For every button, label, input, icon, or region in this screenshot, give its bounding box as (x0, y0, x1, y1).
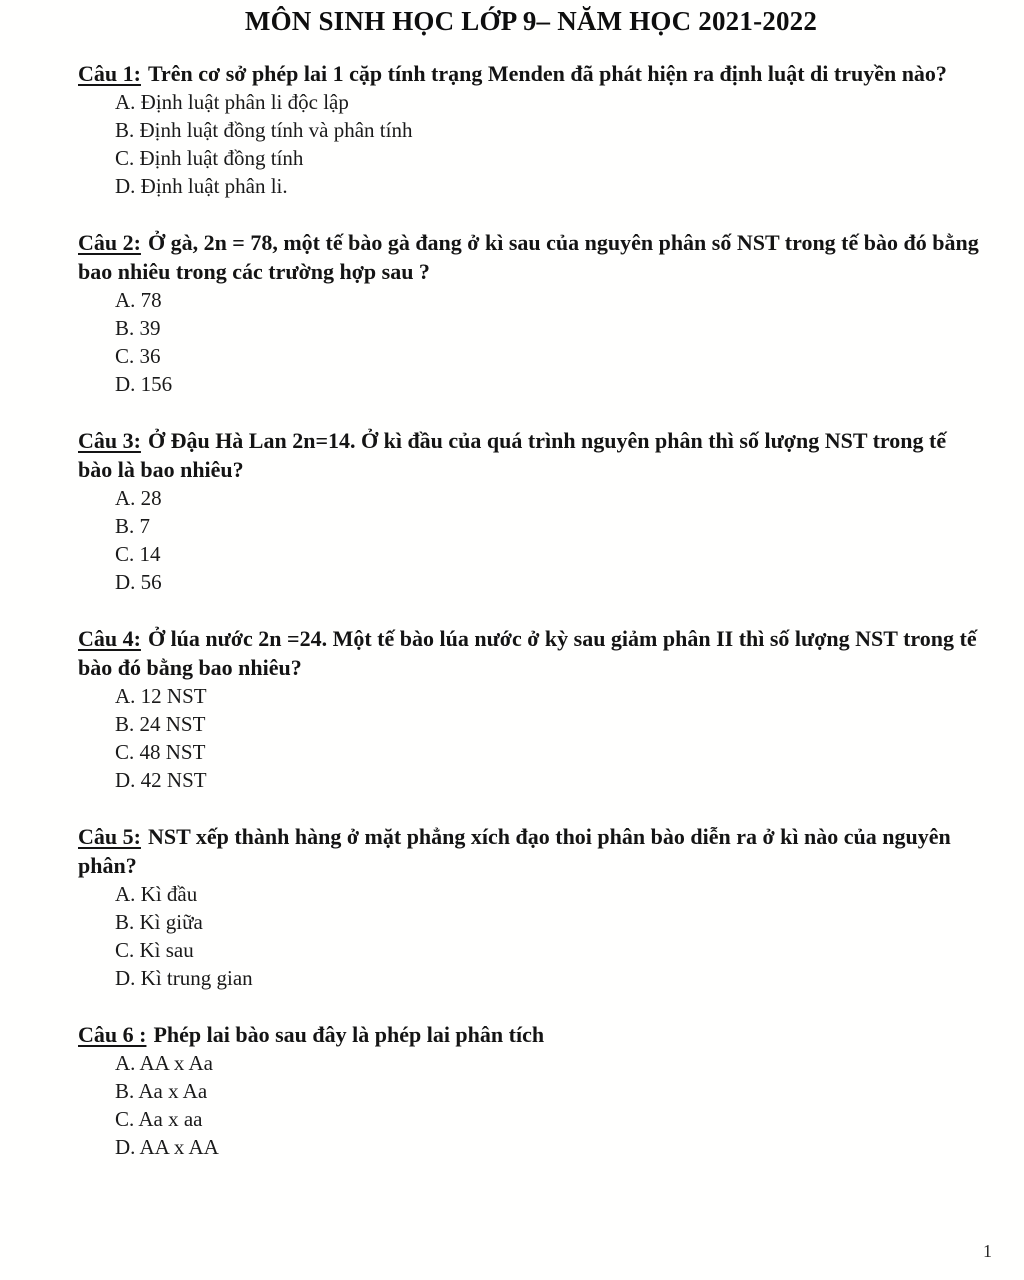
question-5-label: Câu 5: (78, 824, 141, 849)
question-1-option-d: D. Định luật phân li. (115, 174, 288, 198)
question-2-label: Câu 2: (78, 230, 141, 255)
question-2 (78, 228, 984, 398)
page-title: MÔN SINH HỌC LỚP 9– NĂM HỌC 2021-2022 (244, 6, 818, 36)
question-4-label: Câu 4: (78, 626, 141, 651)
question-4 (78, 624, 984, 794)
question-2-stem (78, 228, 984, 286)
question-4-option-d: D. 42 NST (115, 768, 207, 792)
question-5-option-a: A. Kì đầu (115, 882, 198, 906)
question-3-option-a: A. 28 (115, 486, 162, 510)
question-5-option-c: C. Kì sau (115, 938, 194, 962)
question-1-option-a: A. Định luật phân li độc lập (115, 90, 349, 114)
question-4-option-c: C. 48 NST (115, 740, 206, 764)
question-4-option-a: A. 12 NST (115, 684, 207, 708)
question-2-option-a: A. 78 (115, 288, 162, 312)
question-6-stem (78, 1020, 984, 1049)
question-1-stem (78, 59, 984, 88)
question-3-text: Ở Đậu Hà Lan 2n=14. Ở kì đầu của quá trình nguyên phân thì số lượng NST trong tế bào là bao nhiêu? (78, 428, 947, 482)
question-2-option-b: B. 39 (115, 316, 161, 340)
question-5-option-b: B. Kì giữa (115, 910, 203, 934)
question-2-text: Ở gà, 2n = 78, một tế bào gà đang ở kì sau của nguyên phân số NST trong tế bào đó bằng bao nhiêu trong các trường hợp sau ? (78, 230, 979, 284)
question-3-option-d: D. 56 (115, 570, 162, 594)
question-1-option-b: B. Định luật đồng tính và phân tính (115, 118, 413, 142)
question-3-label: Câu 3: (78, 428, 141, 453)
question-6-option-c: C. Aa x aa (115, 1107, 203, 1131)
question-6-text: Phép lai bào sau đây là phép lai phân tích (153, 1022, 545, 1047)
question-2-option-d: D. 156 (115, 372, 173, 396)
question-3-option-b: B. 7 (115, 514, 151, 538)
question-4-stem (78, 624, 984, 682)
question-5-text: NST xếp thành hàng ở mặt phẳng xích đạo thoi phân bào diễn ra ở kì nào của nguyên phân? (78, 824, 951, 878)
question-1 (78, 59, 984, 200)
page-number: 1 (983, 1241, 992, 1261)
question-2-option-c: C. 36 (115, 344, 161, 368)
question-1-option-c: C. Định luật đồng tính (115, 146, 304, 170)
question-4-option-b: B. 24 NST (115, 712, 206, 736)
question-1-text: Trên cơ sở phép lai 1 cặp tính trạng Menden đã phát hiện ra định luật di truyền nào? (147, 61, 947, 86)
question-3-stem (78, 426, 984, 484)
question-6-label: Câu 6 : (78, 1022, 147, 1047)
question-4-text: Ở lúa nước 2n =24. Một tế bào lúa nước ở kỳ sau giảm phân II thì số lượng NST trong tế bào đó bằng bao nhiêu? (78, 626, 977, 680)
question-5 (78, 822, 984, 992)
question-5-stem (78, 822, 984, 880)
question-5-option-d: D. Kì trung gian (115, 966, 253, 990)
question-3 (78, 426, 984, 596)
question-3-option-c: C. 14 (115, 542, 161, 566)
question-6 (78, 1020, 984, 1161)
question-6-option-a: A. AA x Aa (115, 1051, 214, 1075)
question-6-option-b: B. Aa x Aa (115, 1079, 208, 1103)
question-6-option-d: D. AA x AA (115, 1135, 219, 1159)
question-1-label: Câu 1: (78, 61, 141, 86)
